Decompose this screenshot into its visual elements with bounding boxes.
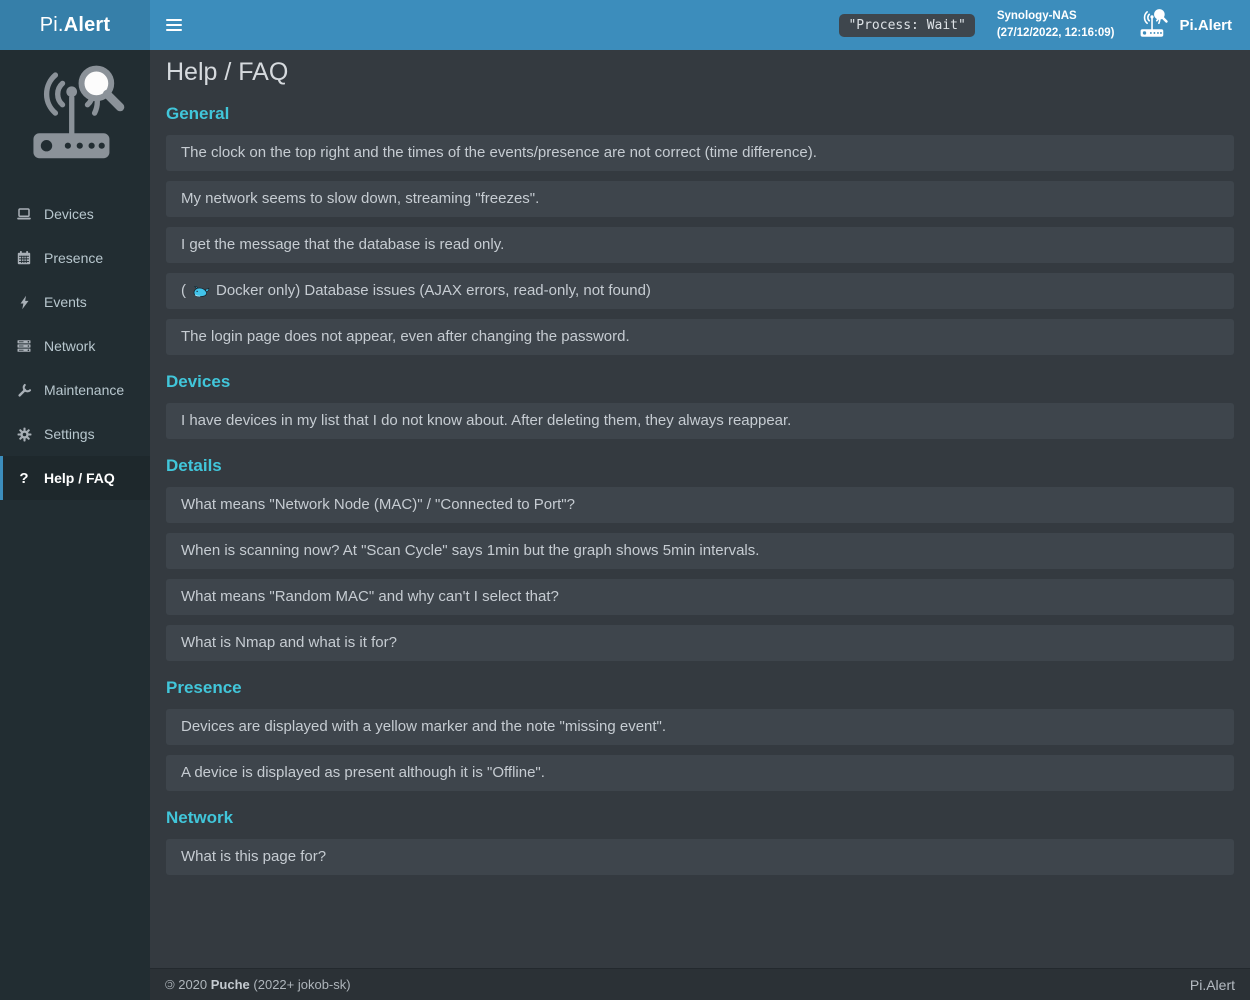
sidebar-item-maintenance[interactable] <box>0 368 150 412</box>
faq-question[interactable]: What is this page for? <box>166 839 1234 875</box>
faq-question[interactable]: What means "Network Node (MAC)" / "Connected to Port"? <box>166 487 1234 523</box>
faq-question-text: ( <box>181 282 186 299</box>
hamburger-icon <box>166 19 182 21</box>
faq-question[interactable]: What is Nmap and what is it for? <box>166 625 1234 661</box>
sidebar-item-events[interactable] <box>0 280 150 324</box>
wrench-icon <box>15 382 33 398</box>
faq-question-text: Docker only) Database issues (AJAX errors, read-only, not found) <box>216 282 651 299</box>
footer-year: 2020 <box>178 977 208 992</box>
section-title: Details <box>166 456 222 475</box>
faq-question[interactable]: A device is displayed as present although it is "Offline". <box>166 755 1234 791</box>
faq-question[interactable]: The login page does not appear, even after changing the password. <box>166 319 1234 355</box>
pialert-logo-icon <box>0 50 150 184</box>
nas-timestamp: (27/12/2022, 12:16:09) <box>996 27 1115 39</box>
faq-question[interactable]: I have devices in my list that I do not know about. After deleting them, they always reappear. <box>166 403 1234 439</box>
footer-copyright <box>165 977 351 992</box>
section-title: General <box>166 104 230 123</box>
sidebar-item-label: Events <box>44 294 87 310</box>
nas-name: Synology-NAS <box>996 9 1077 22</box>
gear-icon <box>15 426 33 442</box>
faq-question[interactable]: When is scanning now? At "Scan Cycle" says 1min but the graph shows 5min intervals. <box>166 533 1234 569</box>
sidebar-item-label: Settings <box>44 426 95 442</box>
sidebar-item-settings[interactable] <box>0 412 150 456</box>
footer-extra: (2022+ jokob-sk) <box>253 977 351 992</box>
copyleft-icon: © <box>165 977 175 992</box>
app-logo[interactable] <box>0 0 150 50</box>
sidebar-item-label: Network <box>44 338 96 354</box>
faq-question[interactable]: The clock on the top right and the times of the events/presence are not correct (time difference). <box>166 135 1234 171</box>
sidebar-item-devices[interactable] <box>0 192 150 236</box>
nas-info <box>997 8 1115 43</box>
header-brand-label: Pi.Alert <box>1179 16 1232 34</box>
app-logo-prefix: Pi. <box>39 13 64 36</box>
footer-brand: Pi.Alert <box>1189 976 1235 993</box>
calendar-icon <box>15 250 33 266</box>
section-title: Presence <box>166 678 242 697</box>
navbar <box>150 0 1250 50</box>
bolt-icon <box>15 294 33 310</box>
sidebar-item-label: Presence <box>44 250 104 266</box>
sidebar-item-help-faq[interactable] <box>0 456 150 500</box>
sidebar-item-label: Help / FAQ <box>44 470 115 486</box>
pialert-router-icon <box>1136 8 1170 42</box>
server-stack-icon <box>15 338 33 354</box>
main-content <box>150 50 1250 968</box>
faq-question[interactable] <box>166 273 1234 309</box>
question-icon: ? <box>19 469 29 487</box>
laptop-icon <box>15 206 33 222</box>
sidebar-item-network[interactable] <box>0 324 150 368</box>
section-title: Network <box>166 808 234 827</box>
sidebar <box>0 50 150 1000</box>
faq-question[interactable]: I get the message that the database is read only. <box>166 227 1234 263</box>
sidebar-item-label: Devices <box>44 206 94 222</box>
process-status-badge: "Process: Wait" <box>839 14 974 37</box>
faq-sections <box>166 104 1234 875</box>
section-title: Devices <box>166 372 231 391</box>
header-brand[interactable] <box>1136 8 1238 42</box>
page-title: Help / FAQ <box>166 58 289 86</box>
app-logo-bold: Alert <box>63 13 111 36</box>
sidebar-toggle-button[interactable] <box>166 15 188 35</box>
faq-question[interactable]: What means "Random MAC" and why can't I select that? <box>166 579 1234 615</box>
header <box>0 0 1250 50</box>
faq-question[interactable]: My network seems to slow down, streaming "freezes". <box>166 181 1234 217</box>
sidebar-item-label: Maintenance <box>44 382 125 398</box>
footer-author: Puche <box>210 977 250 992</box>
footer <box>150 968 1250 1000</box>
faq-question[interactable]: Devices are displayed with a yellow marker and the note "missing event". <box>166 709 1234 745</box>
navbar-right <box>839 8 1238 43</box>
docker-whale-icon <box>192 284 210 299</box>
sidebar-item-presence[interactable] <box>0 236 150 280</box>
sidebar-menu <box>0 192 150 500</box>
